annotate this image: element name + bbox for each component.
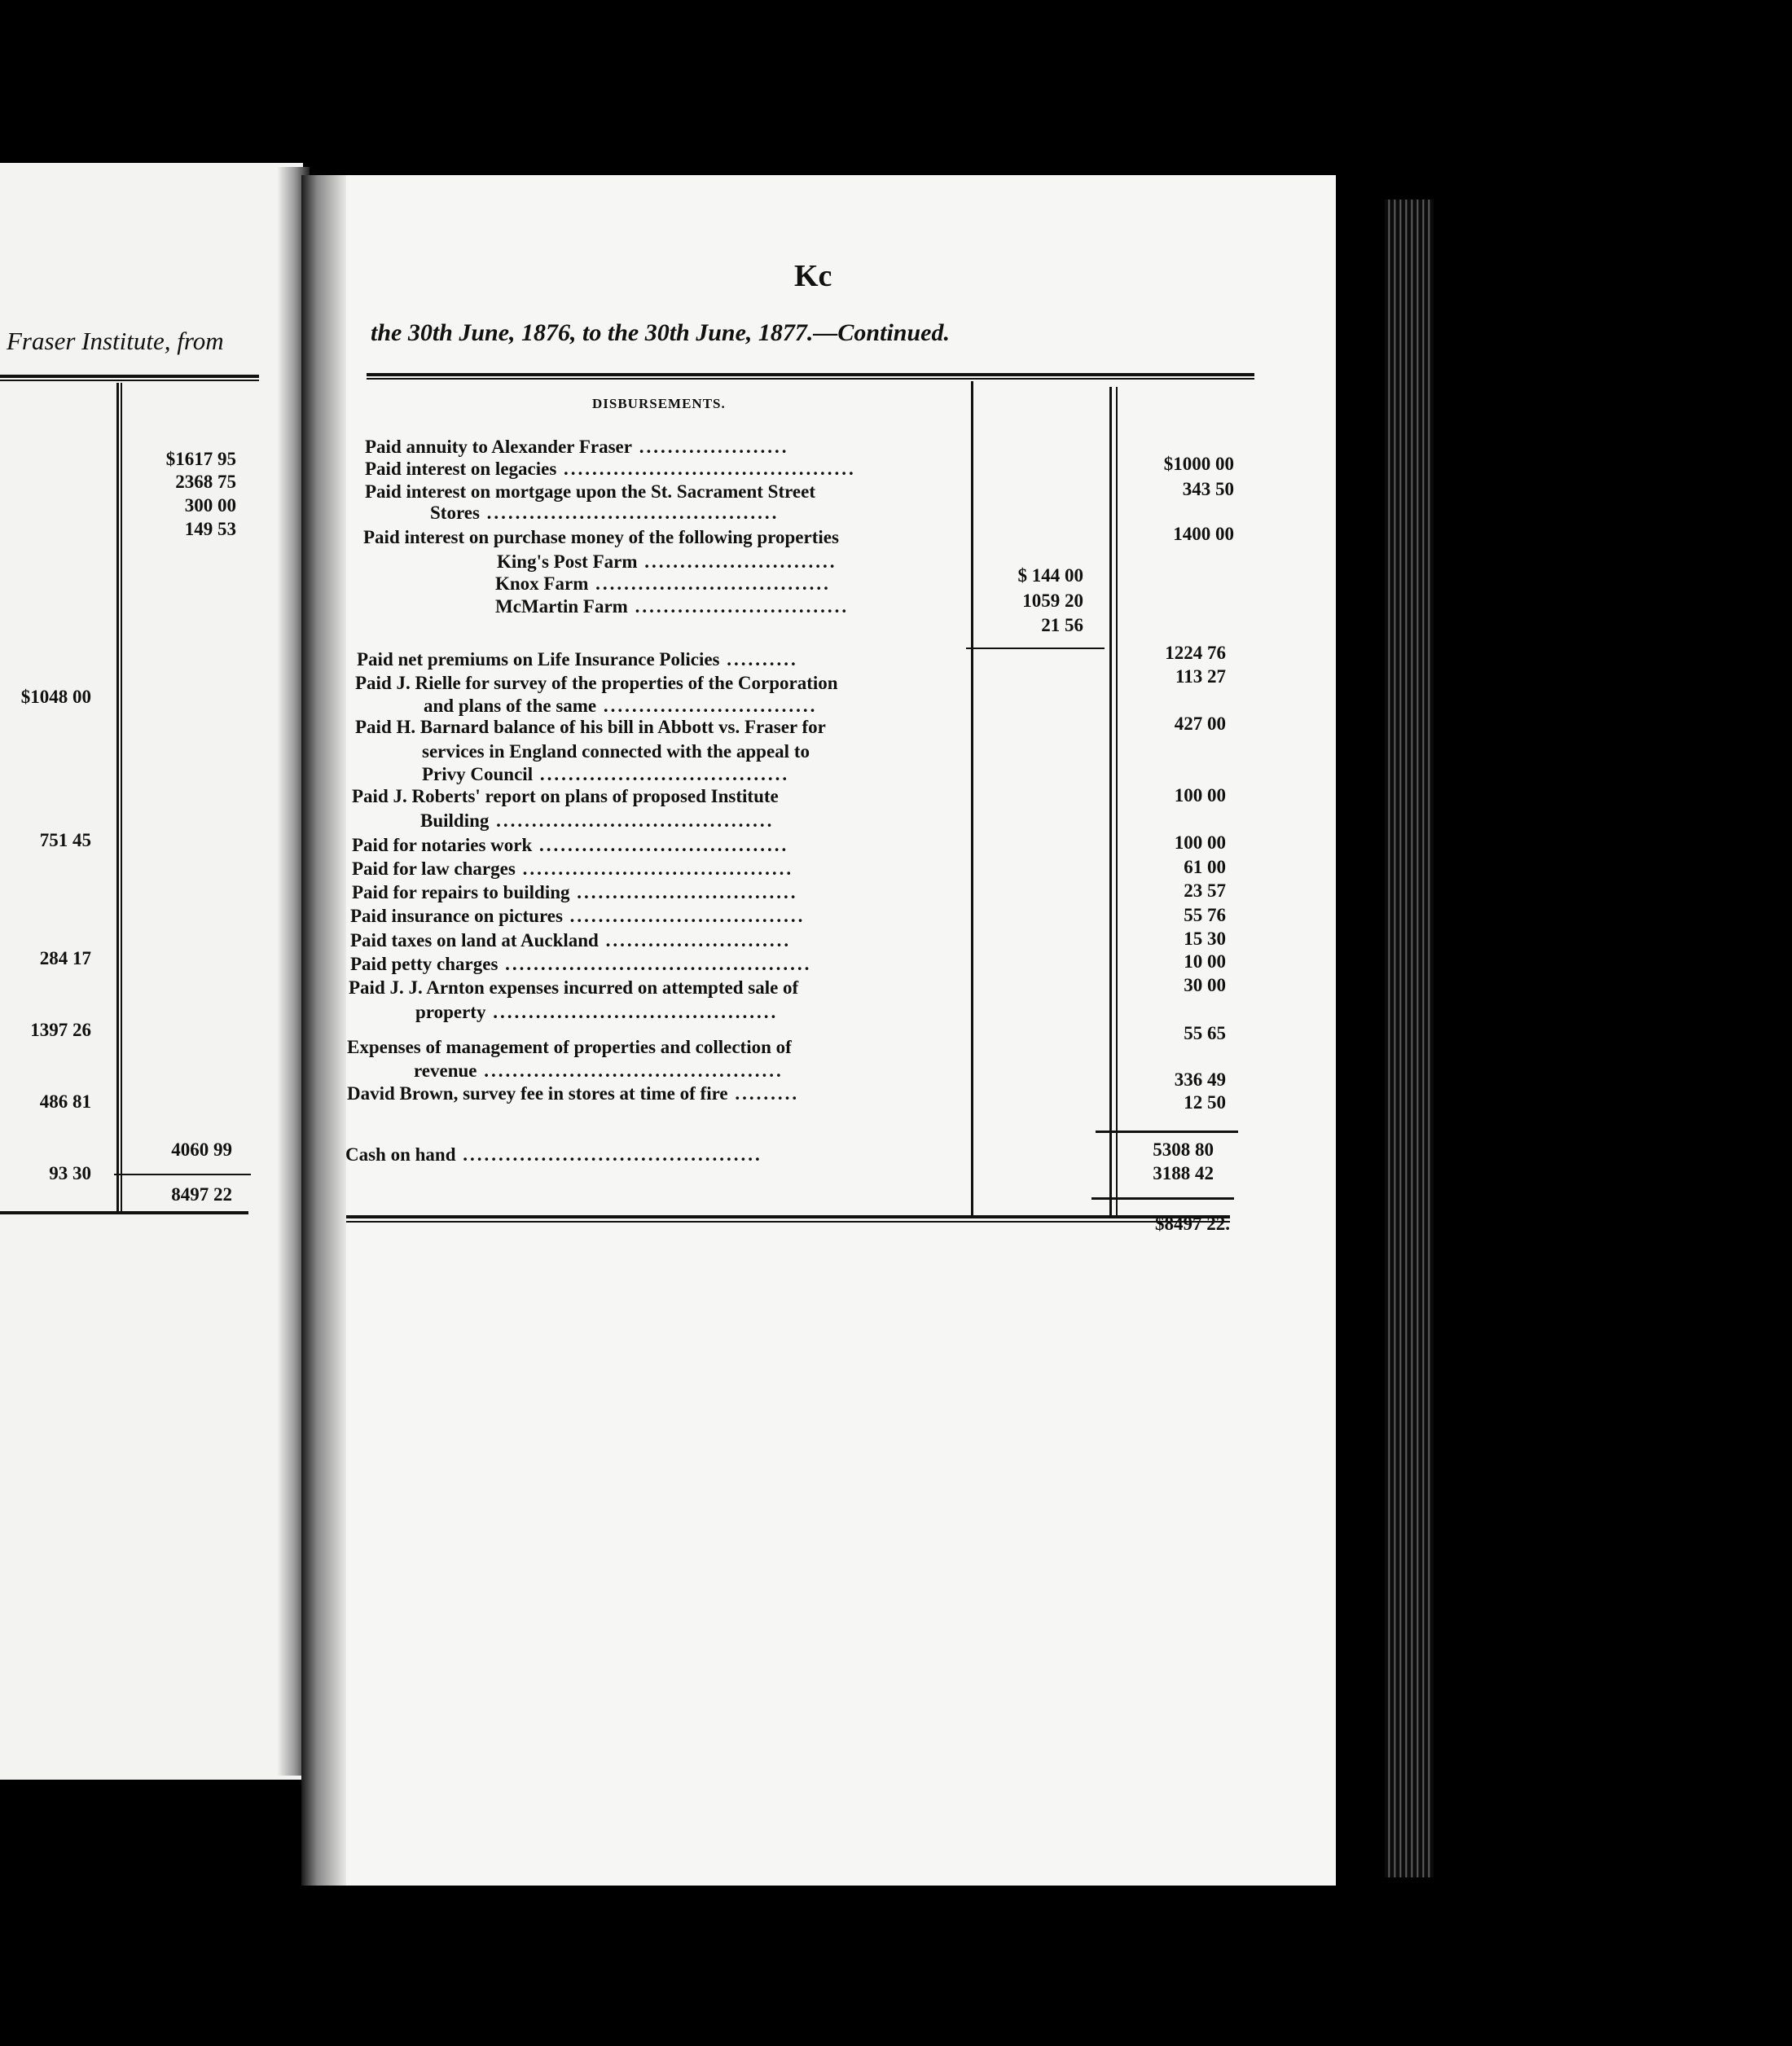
entry-text: Stores .........................................: [430, 503, 780, 523]
book-gutter: [301, 175, 346, 1886]
left-subtotal-rule: [114, 1174, 251, 1175]
entry-amount: 10 00: [1184, 951, 1226, 972]
left-amount: 300 00: [184, 495, 236, 516]
left-column-rule-double: [121, 383, 122, 1214]
entry-amount: 15 30: [1184, 929, 1226, 949]
total-rule: [1091, 1197, 1234, 1200]
left-outer-amount: 486 81: [39, 1091, 91, 1112]
left-outer-amount: 751 45: [39, 830, 91, 850]
left-header-rule-thin: [0, 380, 259, 381]
entry-amount: 30 00: [1184, 975, 1226, 995]
left-total: 8497 22: [171, 1184, 232, 1205]
entry-text: Paid interest on mortgage upon the St. Sacrament Street: [365, 481, 815, 502]
sub-amount: 21 56: [1041, 615, 1083, 635]
left-amount: $1617 95: [165, 449, 236, 469]
entry-amount: 100 00: [1174, 785, 1226, 806]
entry-text: Paid J. J. Arnton expenses incurred on attempted sale of: [349, 977, 799, 998]
entry-text: McMartin Farm ..............................: [495, 596, 850, 617]
entry-text: Paid for law charges ......................................: [352, 858, 794, 879]
entry-text: Paid interest on legacies .........................................: [365, 459, 856, 479]
cash-on-hand-label: Cash on hand ..........................................: [345, 1144, 762, 1165]
entry-amount: 12 50: [1184, 1092, 1226, 1113]
left-header-rule: [0, 375, 259, 378]
entry-text: Privy Council ...................................: [422, 764, 790, 784]
entry-text: Paid insurance on pictures .................................: [350, 906, 806, 926]
left-subtotal: 4060 99: [171, 1139, 232, 1160]
entry-text: Paid J. Roberts' report on plans of proposed Institute: [352, 786, 779, 806]
entry-text: Building .......................................: [420, 810, 775, 831]
left-total-rule: [0, 1211, 248, 1214]
entry-amount: 336 49: [1174, 1069, 1226, 1090]
entry-amount: 113 27: [1175, 666, 1226, 687]
page-heading: the 30th June, 1876, to the 30th June, 1877.—Continued.: [371, 319, 950, 346]
sub-amount-rule: [966, 648, 1105, 649]
entry-amount: 100 00: [1174, 832, 1226, 853]
left-column-rule: [116, 383, 119, 1214]
left-outer-amount: 284 17: [39, 948, 91, 968]
left-outer-amount: 93 30: [49, 1163, 91, 1183]
entry-text: Paid for repairs to building ...............................: [352, 882, 798, 902]
heading-rule-thin: [367, 378, 1254, 380]
entry-amount: $1000 00: [1163, 454, 1234, 474]
entry-text: revenue ..........................................: [414, 1060, 784, 1081]
left-page-header: Fraser Institute, from: [7, 327, 224, 355]
entry-amount: 61 00: [1184, 857, 1226, 877]
bottom-rule-thin: [346, 1221, 1230, 1223]
section-title: DISBURSEMENTS.: [592, 396, 726, 411]
left-amount: 2368 75: [175, 472, 236, 492]
sub-amount: $ 144 00: [1017, 565, 1083, 586]
page-edges: [1385, 200, 1434, 1877]
entry-text: Expenses of management of properties and collection of: [347, 1037, 792, 1057]
entry-amount: 55 76: [1184, 905, 1226, 925]
entry-amount: 23 57: [1184, 880, 1226, 901]
entry-text: services in England connected with the appeal to: [422, 741, 810, 762]
sub-amount: 1059 20: [1022, 591, 1083, 611]
entry-amount: 343 50: [1182, 479, 1234, 499]
entry-text: King's Post Farm ...........................: [497, 551, 837, 572]
bottom-rule: [346, 1215, 1230, 1218]
entry-text: Paid taxes on land at Auckland ..........................: [350, 930, 792, 951]
cash-on-hand-amount: 3188 42: [1153, 1163, 1214, 1183]
entry-text: Paid annuity to Alexander Fraser .....................: [365, 437, 789, 457]
entry-text: Paid H. Barnard balance of his bill in Abbott vs. Fraser for: [355, 717, 826, 737]
left-outer-amount: 1397 26: [30, 1020, 91, 1040]
entry-amount: 55 65: [1184, 1023, 1226, 1043]
entry-amount: 1400 00: [1173, 524, 1234, 544]
entry-text: Paid for notaries work ...................................: [352, 835, 789, 855]
left-page: [0, 163, 303, 1780]
entry-text: Paid petty charges ...........................................: [350, 954, 812, 974]
entry-text: property ........................................: [415, 1002, 779, 1022]
subtotal-rule: [1096, 1131, 1238, 1133]
heading-rule: [367, 373, 1254, 376]
sub-column-rule: [971, 381, 973, 1216]
page-marker: Kc: [794, 259, 832, 293]
subtotal-amount: 5308 80: [1153, 1139, 1214, 1160]
entry-text: Paid interest on purchase money of the following properties: [363, 527, 839, 547]
entry-text: David Brown, survey fee in stores at time of fire .........: [347, 1083, 800, 1104]
left-amount: 149 53: [184, 519, 236, 539]
grand-total: $8497 22.: [1155, 1214, 1230, 1234]
entry-text: Knox Farm .................................: [495, 573, 831, 594]
entry-text: and plans of the same ..............................: [424, 696, 818, 716]
entry-text: Paid J. Rielle for survey of the properties of the Corporation: [355, 673, 838, 693]
entry-text: Paid net premiums on Life Insurance Policies ..........: [357, 649, 798, 670]
amount-column-rule: [1109, 387, 1112, 1218]
entry-amount: 427 00: [1174, 713, 1226, 734]
left-outer-amount: $1048 00: [20, 687, 91, 707]
entry-amount: 1224 76: [1165, 643, 1226, 663]
